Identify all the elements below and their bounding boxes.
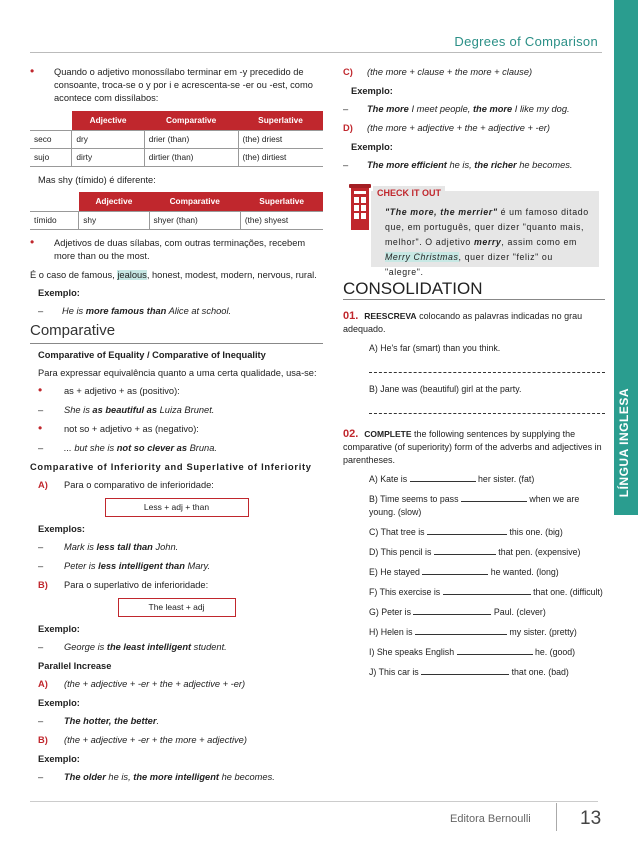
item-text: that one. (bad): [509, 667, 569, 677]
table-cell: dirtier (than): [144, 149, 238, 167]
exercise-keyword: REESCREVA: [364, 311, 417, 321]
table-header: Superlative: [240, 192, 323, 212]
example-bold: as beautiful as: [92, 405, 158, 415]
item-label: B): [38, 580, 48, 590]
item-label: C): [343, 67, 353, 77]
item-text: A) Kate is: [369, 474, 410, 484]
bullet: •: [30, 64, 35, 78]
page-number: 13: [580, 808, 602, 829]
example-line: [343, 103, 605, 116]
rule-y-ending: [30, 66, 323, 105]
example-text: .: [156, 716, 160, 726]
list-item: [30, 479, 323, 492]
exercise-item: [369, 606, 605, 619]
table-cell: (the) driest: [238, 131, 323, 149]
item-text: C) That tree is: [369, 527, 428, 537]
dash: –: [38, 561, 44, 571]
example-line: [30, 541, 323, 554]
example-text: he is,: [105, 772, 134, 782]
table-cell: seco: [30, 131, 72, 149]
highlight-word: jealous: [117, 270, 147, 280]
example-bold: The more: [367, 104, 409, 114]
example-text: he becomes.: [516, 160, 573, 170]
rule-two-syllable: [30, 237, 323, 263]
exercise-02-prompt: [343, 428, 605, 467]
example-text: I meet people,: [408, 104, 473, 114]
exercise-item: A) He's far (smart) than you think.: [369, 343, 501, 353]
example-text: Mark is: [64, 542, 97, 552]
example-text: Bruna.: [187, 443, 217, 453]
table-header: Comparative: [144, 111, 238, 131]
formula-box: The least + adj: [118, 598, 236, 617]
list-text: (the more + adjective + the + adjective + -er): [367, 123, 550, 133]
example-line: [30, 641, 323, 654]
check-it-out-label: CHECK IT OUT: [373, 186, 445, 201]
example-label: Exemplo:: [38, 288, 80, 298]
example-bold: more famous than: [85, 306, 167, 316]
list-item: [30, 734, 323, 747]
list-text: Para o superlativo de inferioridade:: [64, 580, 209, 590]
list-item: [30, 404, 323, 417]
example-text: George is: [64, 642, 107, 652]
fill-blank[interactable]: [422, 574, 488, 575]
example-bold: the least intelligent: [106, 642, 192, 652]
exercise-keyword: COMPLETE: [364, 429, 412, 439]
keyword: merry: [473, 237, 502, 247]
example-text: Mary.: [184, 561, 211, 571]
example-bold: the more intelligent: [133, 772, 219, 782]
shy-note: Mas shy (tímido) é diferente:: [38, 175, 156, 185]
table-row: [30, 212, 323, 230]
phone-booth-icon: [349, 182, 371, 232]
table-cell: dirty: [72, 149, 144, 167]
example-label: Exemplo:: [38, 754, 80, 764]
example-text: he becomes.: [218, 772, 275, 782]
check-text: , quer dizer "feliz" ou "alegre".: [385, 252, 553, 277]
example-text: he is,: [446, 160, 475, 170]
example-text: student.: [191, 642, 227, 652]
fill-blank[interactable]: [413, 614, 491, 615]
left-column: [30, 66, 323, 790]
dash: –: [38, 306, 44, 316]
footer-divider: [30, 801, 598, 802]
answer-line[interactable]: [369, 403, 605, 414]
example-text: John.: [152, 542, 179, 552]
table-row: [30, 149, 323, 167]
fill-blank[interactable]: [457, 654, 533, 655]
example-line: [30, 715, 323, 728]
dash: –: [343, 104, 349, 114]
exercise-item: B) Jane was (beautiful) girl at the party.: [369, 384, 522, 394]
exercise-item: [369, 546, 605, 559]
table-header: Adjective: [79, 192, 149, 212]
subsection-title: Parallel Increase: [38, 661, 112, 671]
subsection-title: Comparative of Inferiority and Superlative of Inferiority: [30, 462, 312, 472]
footer-publisher: Editora Bernoulli: [450, 813, 531, 825]
item-text: when we are young. (slow): [369, 494, 580, 517]
example-label: Exemplo:: [38, 698, 80, 708]
example-bold: not so clever as: [116, 443, 187, 453]
item-text: E) He stayed: [369, 567, 423, 577]
item-label: A): [38, 480, 48, 490]
exercise-item: [369, 666, 605, 679]
list-item: [30, 385, 323, 398]
table-cell: sujo: [30, 149, 72, 167]
check-text: é um famoso ditado que, em português, quer dizer "quanto mais, melhor". O adjetivo: [385, 207, 589, 247]
list-text: (the + adjective + -er + the + adjective + -er): [64, 679, 246, 689]
table-row: [30, 131, 323, 149]
highlight-phrase: Merry Christmas: [385, 252, 459, 262]
exercise-item: [369, 646, 605, 659]
table-cell: drier (than): [144, 131, 238, 149]
example-bold: less intelligent than: [98, 561, 185, 571]
table-cell: shyer (than): [149, 212, 240, 230]
fill-blank[interactable]: [415, 634, 507, 635]
bullet: •: [38, 383, 43, 397]
example-text: ... but she is: [64, 443, 117, 453]
list-text: (the more + clause + the more + clause): [367, 67, 533, 77]
list-text: as + adjetivo + as (positivo):: [64, 386, 180, 396]
item-text: D) This pencil is: [369, 547, 434, 557]
dash: –: [38, 443, 44, 453]
consolidation-title: CONSOLIDATION: [343, 279, 483, 298]
exercise-01-prompt: [343, 310, 605, 336]
header-divider: [30, 52, 602, 53]
exercise-number: 02.: [343, 428, 359, 440]
item-text: G) Peter is: [369, 607, 414, 617]
bullet: •: [38, 421, 43, 435]
side-tab: [614, 0, 638, 515]
item-text: H) Helen is: [369, 627, 415, 637]
exercise-text: the following sentences by supplying the comparative (of superiority) form of the adverbs and adjectives in parentheses.: [343, 429, 602, 465]
example-label: Exemplo:: [351, 86, 393, 96]
section-title-comparative: Comparative: [30, 322, 116, 339]
fill-blank[interactable]: [421, 674, 509, 675]
right-column: [343, 66, 605, 686]
example-line: [343, 159, 605, 172]
item-text: Paul. (clever): [491, 607, 546, 617]
list-item: [30, 442, 323, 455]
list-item: [30, 423, 323, 436]
list-item: [343, 122, 605, 135]
table-cell: tímido: [30, 212, 79, 230]
case-list: [30, 269, 323, 282]
answer-line[interactable]: [369, 362, 605, 373]
item-text: B) Time seems to pass: [369, 494, 461, 504]
exercise-number: 01.: [343, 310, 359, 322]
example-label: Exemplo:: [351, 142, 393, 152]
exercise-item: [369, 526, 605, 539]
table-header: Adjective: [72, 111, 144, 131]
example-bold: less tall than: [96, 542, 153, 552]
item-text: her sister. (fat): [475, 474, 535, 484]
example-bold: The hotter, the better: [64, 716, 157, 726]
fill-blank[interactable]: [434, 554, 496, 555]
table-shy: [30, 192, 323, 230]
exercise-item: [369, 566, 605, 579]
item-label: A): [38, 679, 48, 689]
item-text: I) She speaks English: [369, 647, 457, 657]
table-cell: dry: [72, 131, 144, 149]
example-text: She is: [64, 405, 93, 415]
item-label: D): [343, 123, 353, 133]
table-cell: (the) shyest: [240, 212, 323, 230]
check-it-out-box: [343, 186, 605, 277]
item-text: this one. (big): [507, 527, 563, 537]
dash: –: [38, 542, 44, 552]
dash: –: [343, 160, 349, 170]
page-header-title: Degrees of Comparison: [454, 34, 598, 49]
exercise-text: colocando as palavras indicadas no grau adequado.: [343, 311, 583, 334]
side-tab-label: LÍNGUA INGLESA: [617, 387, 631, 497]
exercise-item: [369, 473, 605, 486]
example-text: I like my dog.: [512, 104, 570, 114]
table-header: Comparative: [149, 192, 240, 212]
fill-blank[interactable]: [410, 481, 476, 482]
list-item: [343, 66, 605, 79]
section-divider: [30, 343, 323, 344]
example-bold: The older: [64, 772, 106, 782]
bullet: •: [30, 235, 35, 249]
example-line: [30, 771, 323, 784]
case-text: É o caso de famous,: [30, 270, 118, 280]
item-text: my sister. (pretty): [506, 627, 577, 637]
quote: "The more, the merrier": [385, 207, 498, 217]
example-bold: the more: [472, 104, 513, 114]
example-label: Exemplos:: [38, 524, 86, 534]
item-text: he. (good): [532, 647, 576, 657]
dash: –: [38, 642, 44, 652]
example-text: Alice at school.: [166, 306, 232, 316]
subsection-title: Comparative of Equality / Comparative of Inequality: [38, 350, 266, 360]
example-text: Luiza Brunet.: [157, 405, 215, 415]
exercise-item: [369, 586, 605, 599]
list-text: Para o comparativo de inferioridade:: [64, 480, 214, 490]
dash: –: [38, 772, 44, 782]
paragraph: Para expressar equivalência quanto a uma certa qualidade, usa-se:: [38, 368, 317, 378]
check-it-out-text: [385, 205, 593, 280]
fill-blank[interactable]: [461, 501, 527, 502]
example-bold: The more efficient: [367, 160, 447, 170]
case-text: , honest, modest, modern, nervous, rural.: [146, 270, 317, 280]
table-header: Superlative: [238, 111, 323, 131]
example-line: [30, 560, 323, 573]
item-text: J) This car is: [369, 667, 422, 677]
list-item: [30, 678, 323, 691]
item-text: he wanted. (long): [488, 567, 559, 577]
formula-box: Less + adj + than: [105, 498, 249, 517]
example-bold: the richer: [474, 160, 517, 170]
list-text: (the + adjective + -er + the more + adjective): [64, 735, 247, 745]
dash: –: [38, 716, 44, 726]
exercise-item: [369, 493, 605, 519]
fill-blank[interactable]: [427, 534, 507, 535]
check-text: , assim como em: [501, 237, 577, 247]
table-cell: (the) dirtiest: [238, 149, 323, 167]
item-text: that one. (difficult): [530, 587, 603, 597]
footer-separator: [556, 803, 557, 831]
item-text: F) This exercise is: [369, 587, 443, 597]
example-text: He is: [62, 306, 86, 316]
rule-text: Quando o adjetivo monossílabo terminar em -y precedido de consoante, troca-se o y por i e acrescenta-se -er ou -est, como acontece com dissílabos:: [54, 67, 313, 103]
item-text: that pen. (expensive): [495, 547, 581, 557]
example-line: [30, 305, 323, 318]
fill-blank[interactable]: [443, 594, 531, 595]
list-item: [30, 579, 323, 592]
table-cell: shy: [79, 212, 149, 230]
example-text: Peter is: [64, 561, 99, 571]
dash: –: [38, 405, 44, 415]
list-text: not so + adjetivo + as (negativo):: [64, 424, 199, 434]
rule-text: Adjetivos de duas sílabas, com outras terminações, recebem more than ou the most.: [54, 238, 306, 261]
table-y-adjectives: [30, 111, 323, 167]
section-divider: [343, 299, 605, 300]
exercise-item: [369, 626, 605, 639]
item-label: B): [38, 735, 48, 745]
example-label: Exemplo:: [38, 624, 80, 634]
